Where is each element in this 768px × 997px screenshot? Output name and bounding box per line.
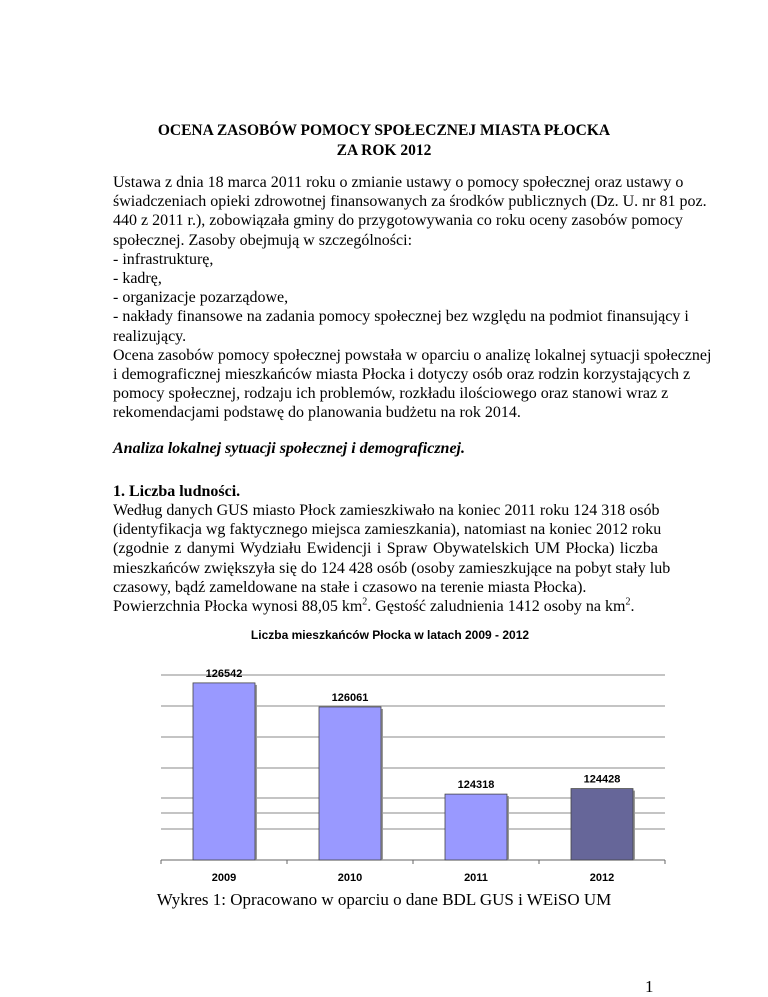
- period: .: [630, 598, 635, 616]
- x-tick-label: 2010: [337, 872, 363, 885]
- data-label: 126061: [331, 692, 369, 705]
- bar-2010: [319, 707, 381, 860]
- data-label: 124428: [583, 773, 621, 786]
- bar-2009: [193, 683, 255, 860]
- title-line: OCENA ZASOBÓW POMOCY SPOŁECZNEJ MIASTA PŁOCKA: [157, 122, 611, 139]
- bar-2012: [571, 789, 633, 860]
- text-line: - organizacje pozarządowe,: [113, 289, 289, 307]
- superscript: 2: [625, 596, 631, 608]
- area-text: Powierzchnia Płocka wynosi 88,05 km: [113, 598, 363, 616]
- text-line: czasowy, bądź zameldowane na stałe i czasowo na terenie miasta Płocka).: [113, 578, 587, 596]
- population-paragraph: [113, 501, 671, 597]
- text-line: (zgodnie z danymi Wydziału Ewidencji i Spraw Obywatelskich UM Płocka) liczba: [113, 540, 658, 558]
- text-line: i demograficznej mieszkańców miasta Płocka i dotyczy osób oraz rodzin korzystających z: [113, 366, 691, 384]
- population-bar-chart: [0, 622, 768, 890]
- text-line: (identyfikacja wg faktycznego miejsca zamieszkania), natomiast na koniec 2012 roku: [113, 521, 662, 539]
- intro-paragraph: [113, 173, 712, 423]
- density-text: . Gęstość zaludnienia 1412 osoby na km: [367, 598, 626, 616]
- text-line: - infrastrukturę,: [113, 250, 214, 268]
- chart-title: Liczba mieszkańców Płocka w latach 2009 - 2012: [250, 628, 530, 643]
- chart-caption: Wykres 1: Opracowano w oparciu o dane BDL GUS i WEiSO UM: [156, 890, 612, 910]
- section-heading: Analiza lokalnej sytuacji społecznej i demograficznej.: [113, 439, 465, 457]
- text-line: mieszkańców zwiększyła się do 124 428 osób (osoby zamieszkujące na pobyt stały lub: [113, 559, 671, 577]
- text-line: 440 z 2011 r.), zobowiązała gminy do przygotowywania co roku oceny zasobów pomocy: [113, 212, 683, 230]
- data-label: 124318: [457, 779, 495, 792]
- bar-2011: [445, 794, 507, 860]
- text-line: świadczeniach opieki zdrowotnej finansowanych za środków publicznych (Dz. U. nr 81 poz.: [113, 193, 707, 211]
- document-title: [0, 121, 768, 161]
- x-tick-label: 2009: [211, 872, 237, 885]
- text-line: pomocy społecznej, rodzaju ich problemów, rozkładu ilościowego oraz stanowi wraz z: [113, 385, 669, 403]
- data-label: 126542: [205, 668, 243, 681]
- subsection-heading: 1. Liczba ludności.: [113, 482, 241, 500]
- text-line: społecznej. Zasoby obejmują w szczególności:: [113, 231, 413, 249]
- text-line: - nakłady finansowe na zadania pomocy społecznej bez względu na podmiot finansujący i: [113, 308, 689, 326]
- text-line: realizujący.: [113, 327, 187, 345]
- text-line: Ustawa z dnia 18 marca 2011 roku o zmianie ustawy o pomocy społecznej oraz ustawy o: [113, 174, 684, 191]
- area-density-text: [113, 597, 658, 616]
- x-tick-label: 2011: [464, 872, 488, 885]
- text-line: Według danych GUS miasto Płock zamieszkiwało na koniec 2011 roku 124 318 osób: [113, 502, 660, 520]
- x-tick-label: 2012: [589, 872, 615, 885]
- superscript: 2: [362, 596, 368, 608]
- text-line: - kadrę,: [113, 270, 162, 288]
- text-line: rekomendacjami podstawę do planowania budżetu na rok 2014.: [113, 404, 521, 422]
- text-line: Ocena zasobów pomocy społecznej powstała w oparciu o analizę lokalnej sytuacji społecznej: [113, 346, 712, 364]
- page-number: 1: [645, 977, 654, 997]
- title-line: ZA ROK 2012: [336, 142, 432, 159]
